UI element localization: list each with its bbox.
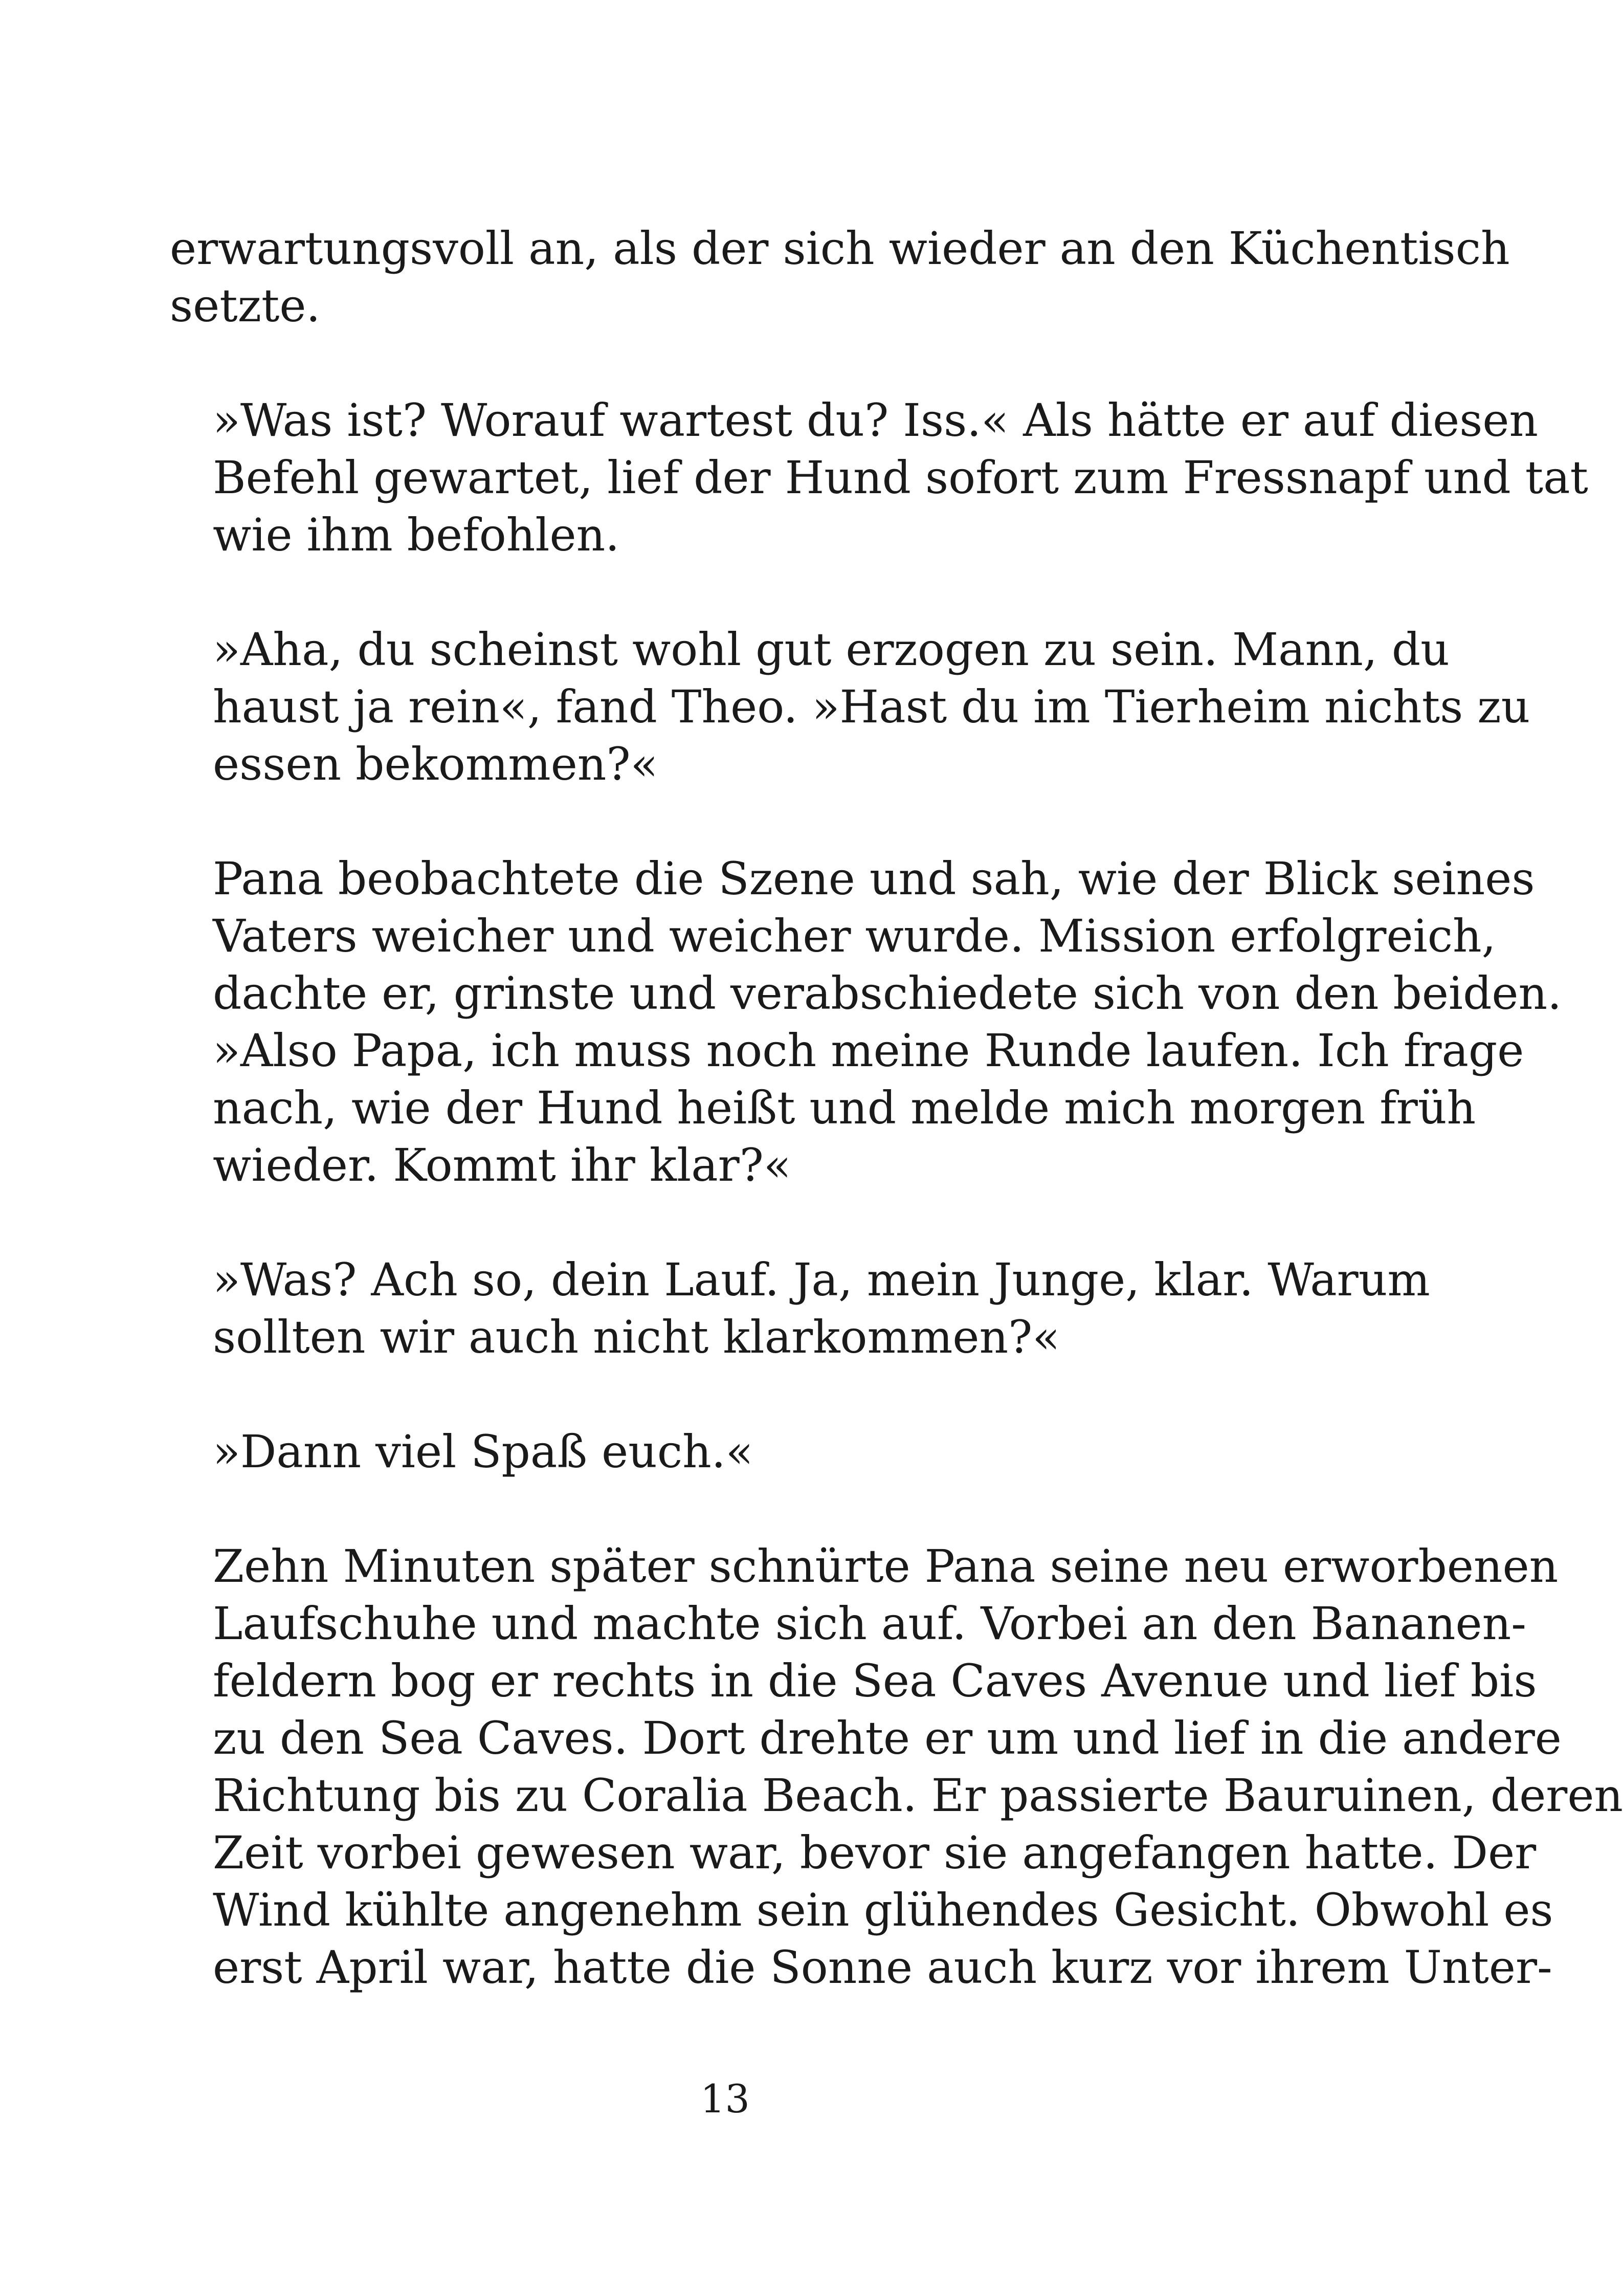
text-line: »Aha, du scheinst wohl gut erzogen zu sein. Mann, du: [213, 623, 1450, 676]
text-line: erwartungsvoll an, als der sich wieder an den Küchentisch: [170, 222, 1510, 275]
text-line: wie ihm befohlen.: [213, 509, 620, 561]
text-line: »Was? Ach so, dein Lauf. Ja, mein Junge, klar. Warum: [213, 1253, 1430, 1306]
text-line: Befehl gewartet, lief der Hund sofort zum Fressnapf und tat: [213, 451, 1588, 504]
text-line: Pana beobachtete die Szene und sah, wie der Blick seines: [213, 852, 1535, 905]
paragraph-2: [170, 392, 1588, 564]
text-line: »Dann viel Spaß euch.«: [213, 1425, 753, 1478]
text-line: erst April war, hatte die Sonne auch kurz vor ihrem Unter-: [213, 1941, 1552, 1994]
text-line: haust ja rein«, fand Theo. »Hast du im Tierheim nichts zu: [213, 680, 1530, 733]
paragraph-7: [170, 1538, 1623, 1996]
text-line: wieder. Kommt ihr klar?«: [213, 1139, 791, 1191]
text-line: Laufschuhe und machte sich auf. Vorbei an den Bananen-: [213, 1597, 1527, 1650]
text-line: »Also Papa, ich muss noch meine Runde laufen. Ich frage: [213, 1024, 1524, 1077]
text-line: Wind kühlte angenehm sein glühendes Gesicht. Obwohl es: [213, 1884, 1553, 1936]
text-line: Richtung bis zu Coralia Beach. Er passierte Bauruinen, deren: [213, 1769, 1623, 1822]
text-line: nach, wie der Hund heißt und melde mich morgen früh: [213, 1081, 1476, 1134]
text-line: feldern bog er rechts in die Sea Caves Avenue und lief bis: [213, 1654, 1537, 1707]
text-line: dachte er, grinste und verabschiedete sich von den beiden.: [213, 967, 1562, 1020]
text-line: setzte.: [170, 279, 321, 332]
paragraph-1: [170, 220, 1510, 335]
paragraph-4: [170, 850, 1562, 1194]
paragraph-5: [170, 1251, 1430, 1366]
text-line: Zehn Minuten später schnürte Pana seine neu erworbenen: [213, 1540, 1559, 1593]
text-line: sollten wir auch nicht klarkommen?«: [213, 1311, 1060, 1363]
page-number: 13: [700, 2076, 750, 2122]
text-line: zu den Sea Caves. Dort drehte er um und lief in die andere: [213, 1712, 1562, 1764]
paragraph-3: [170, 621, 1530, 793]
paragraph-6: [170, 1423, 1264, 1481]
text-line: »Was ist? Worauf wartest du? Iss.« Als hätte er auf diesen: [213, 394, 1539, 447]
text-line: Vaters weicher und weicher wurde. Mission erfolgreich,: [213, 910, 1496, 962]
body-text: [170, 220, 1623, 2054]
text-line: essen bekommen?«: [213, 738, 658, 790]
text-line: Zeit vorbei gewesen war, bevor sie angefangen hatte. Der: [213, 1826, 1537, 1879]
